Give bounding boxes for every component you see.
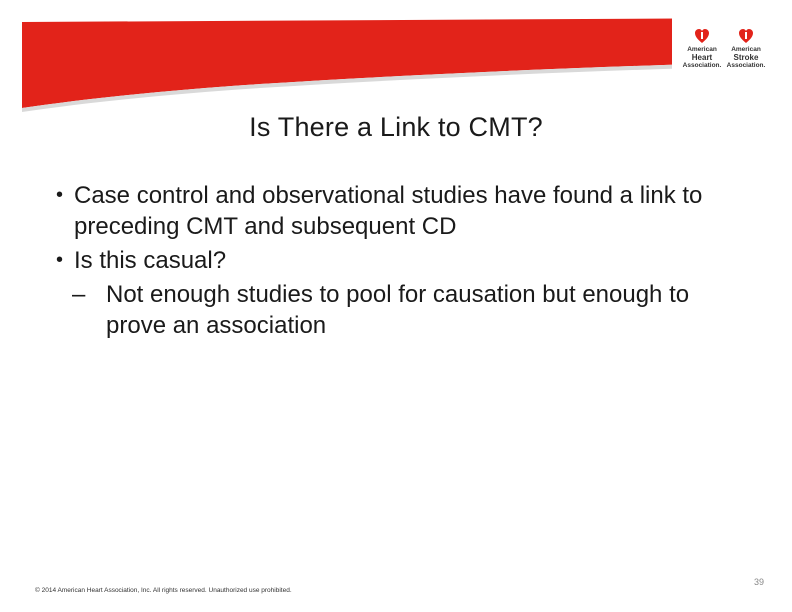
aha-asa-logo [680, 26, 772, 74]
heart-torch-icon [738, 28, 754, 44]
sub-bullet-marker: – [72, 281, 86, 308]
logo-text-stroke [724, 46, 768, 69]
logo-line: Association. [726, 62, 766, 69]
logo-line: Stroke [733, 53, 759, 62]
heart-torch-icon [694, 28, 710, 44]
page-number: 39 [753, 577, 764, 587]
sub-bullet-text: Not enough studies to pool for causation but enough to prove an association [106, 281, 690, 339]
bullet-marker: • [56, 184, 64, 206]
slide-title: Is There a Link to CMT? [249, 112, 543, 142]
bullet-item [56, 180, 746, 242]
logo-line: American [687, 46, 717, 53]
bullet-text: Case control and observational studies have found a link to preceding CMT and subsequent CD [74, 182, 703, 240]
header-banner [0, 0, 792, 120]
copyright-footer: © 2014 American Heart Association, Inc. All rights reserved. Unauthorized use prohibited. [35, 587, 292, 594]
logo-line: Association. [682, 62, 722, 69]
bullet-item [56, 245, 746, 276]
bullet-text: Is this casual? [74, 247, 227, 274]
logo-line: American [731, 46, 761, 53]
slide-body [56, 180, 746, 341]
sub-bullet-item [72, 279, 746, 341]
bullet-marker: • [56, 249, 64, 271]
logo-text-heart [680, 46, 724, 69]
logo-line: Heart [691, 53, 713, 62]
